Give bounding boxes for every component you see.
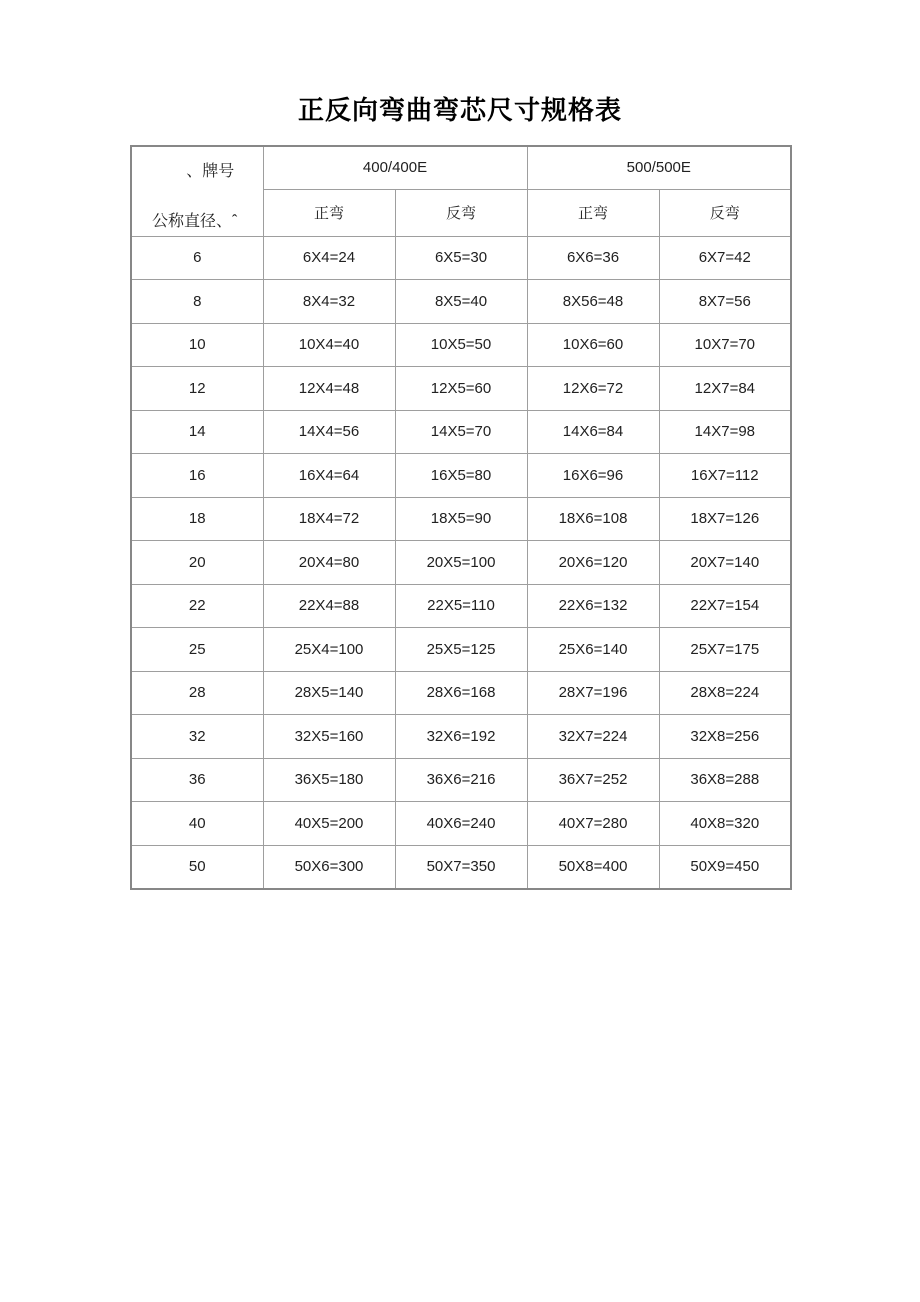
page-title: 正反向弯曲弯芯尺寸规格表 (297, 95, 622, 125)
subheader-500-reverse-bend: 反弯 (659, 189, 791, 236)
table-row (131, 541, 791, 585)
value-cell: 22X7=154 (659, 584, 791, 628)
value-cell: 40X8=320 (659, 802, 791, 846)
table-row (131, 671, 791, 715)
table-row (131, 367, 791, 411)
value-cell: 25X7=175 (659, 628, 791, 672)
diameter-cell: 18 (131, 497, 263, 541)
value-cell: 12X7=84 (659, 367, 791, 411)
value-cell: 12X6=72 (527, 367, 659, 411)
value-cell: 28X5=140 (263, 671, 395, 715)
value-cell: 32X6=192 (395, 715, 527, 759)
value-cell: 18X5=90 (395, 497, 527, 541)
value-cell: 16X7=112 (659, 454, 791, 498)
spec-table (130, 145, 792, 890)
corner-top-label: 、牌号 (186, 163, 235, 180)
value-cell: 12X4=48 (263, 367, 395, 411)
value-cell: 18X6=108 (527, 497, 659, 541)
value-cell: 36X5=180 (263, 758, 395, 802)
corner-bottom-label: 公称直径、ˆ (152, 212, 238, 230)
diameter-cell: 20 (131, 541, 263, 585)
value-cell: 20X7=140 (659, 541, 791, 585)
value-cell: 32X7=224 (527, 715, 659, 759)
table-row (131, 454, 791, 498)
diameter-cell: 22 (131, 584, 263, 628)
value-cell: 22X5=110 (395, 584, 527, 628)
value-cell: 6X7=42 (659, 236, 791, 280)
table-row (131, 802, 791, 846)
value-cell: 32X8=256 (659, 715, 791, 759)
value-cell: 20X6=120 (527, 541, 659, 585)
value-cell: 18X4=72 (263, 497, 395, 541)
diameter-cell: 40 (131, 802, 263, 846)
value-cell: 14X6=84 (527, 410, 659, 454)
value-cell: 36X8=288 (659, 758, 791, 802)
table-row (131, 584, 791, 628)
value-cell: 28X7=196 (527, 671, 659, 715)
value-cell: 22X6=132 (527, 584, 659, 628)
diameter-cell: 28 (131, 671, 263, 715)
corner-header-cell (131, 146, 263, 236)
value-cell: 40X7=280 (527, 802, 659, 846)
table-row (131, 758, 791, 802)
diameter-cell: 50 (131, 845, 263, 889)
value-cell: 8X4=32 (263, 280, 395, 324)
table-row (131, 236, 791, 280)
table-row (131, 323, 791, 367)
value-cell: 18X7=126 (659, 497, 791, 541)
value-cell: 28X8=224 (659, 671, 791, 715)
diameter-cell: 32 (131, 715, 263, 759)
value-cell: 6X6=36 (527, 236, 659, 280)
value-cell: 25X5=125 (395, 628, 527, 672)
table-row (131, 715, 791, 759)
value-cell: 32X5=160 (263, 715, 395, 759)
value-cell: 20X5=100 (395, 541, 527, 585)
diameter-cell: 6 (131, 236, 263, 280)
value-cell: 14X7=98 (659, 410, 791, 454)
group-header-400: 400/400E (263, 146, 527, 189)
subheader-400-reverse-bend: 反弯 (395, 189, 527, 236)
value-cell: 16X5=80 (395, 454, 527, 498)
value-cell: 25X6=140 (527, 628, 659, 672)
value-cell: 28X6=168 (395, 671, 527, 715)
value-cell: 10X4=40 (263, 323, 395, 367)
value-cell: 14X5=70 (395, 410, 527, 454)
subheader-500-positive-bend: 正弯 (527, 189, 659, 236)
value-cell: 40X5=200 (263, 802, 395, 846)
value-cell: 16X6=96 (527, 454, 659, 498)
header-row-groups (131, 146, 791, 189)
diameter-cell: 25 (131, 628, 263, 672)
value-cell: 8X5=40 (395, 280, 527, 324)
table-row (131, 280, 791, 324)
table-row (131, 628, 791, 672)
value-cell: 6X4=24 (263, 236, 395, 280)
value-cell: 40X6=240 (395, 802, 527, 846)
value-cell: 10X7=70 (659, 323, 791, 367)
diameter-cell: 16 (131, 454, 263, 498)
value-cell: 16X4=64 (263, 454, 395, 498)
value-cell: 10X6=60 (527, 323, 659, 367)
value-cell: 36X7=252 (527, 758, 659, 802)
table-row (131, 410, 791, 454)
diameter-cell: 8 (131, 280, 263, 324)
group-header-500: 500/500E (527, 146, 791, 189)
diameter-cell: 14 (131, 410, 263, 454)
value-cell: 22X4=88 (263, 584, 395, 628)
diameter-cell: 36 (131, 758, 263, 802)
value-cell: 25X4=100 (263, 628, 395, 672)
table-row (131, 497, 791, 541)
value-cell: 50X6=300 (263, 845, 395, 889)
value-cell: 14X4=56 (263, 410, 395, 454)
value-cell: 50X9=450 (659, 845, 791, 889)
value-cell: 6X5=30 (395, 236, 527, 280)
value-cell: 8X7=56 (659, 280, 791, 324)
value-cell: 50X7=350 (395, 845, 527, 889)
value-cell: 50X8=400 (527, 845, 659, 889)
value-cell: 12X5=60 (395, 367, 527, 411)
value-cell: 36X6=216 (395, 758, 527, 802)
subheader-400-positive-bend: 正弯 (263, 189, 395, 236)
value-cell: 20X4=80 (263, 541, 395, 585)
table-row (131, 845, 791, 889)
diameter-cell: 10 (131, 323, 263, 367)
diameter-cell: 12 (131, 367, 263, 411)
value-cell: 8X56=48 (527, 280, 659, 324)
value-cell: 10X5=50 (395, 323, 527, 367)
